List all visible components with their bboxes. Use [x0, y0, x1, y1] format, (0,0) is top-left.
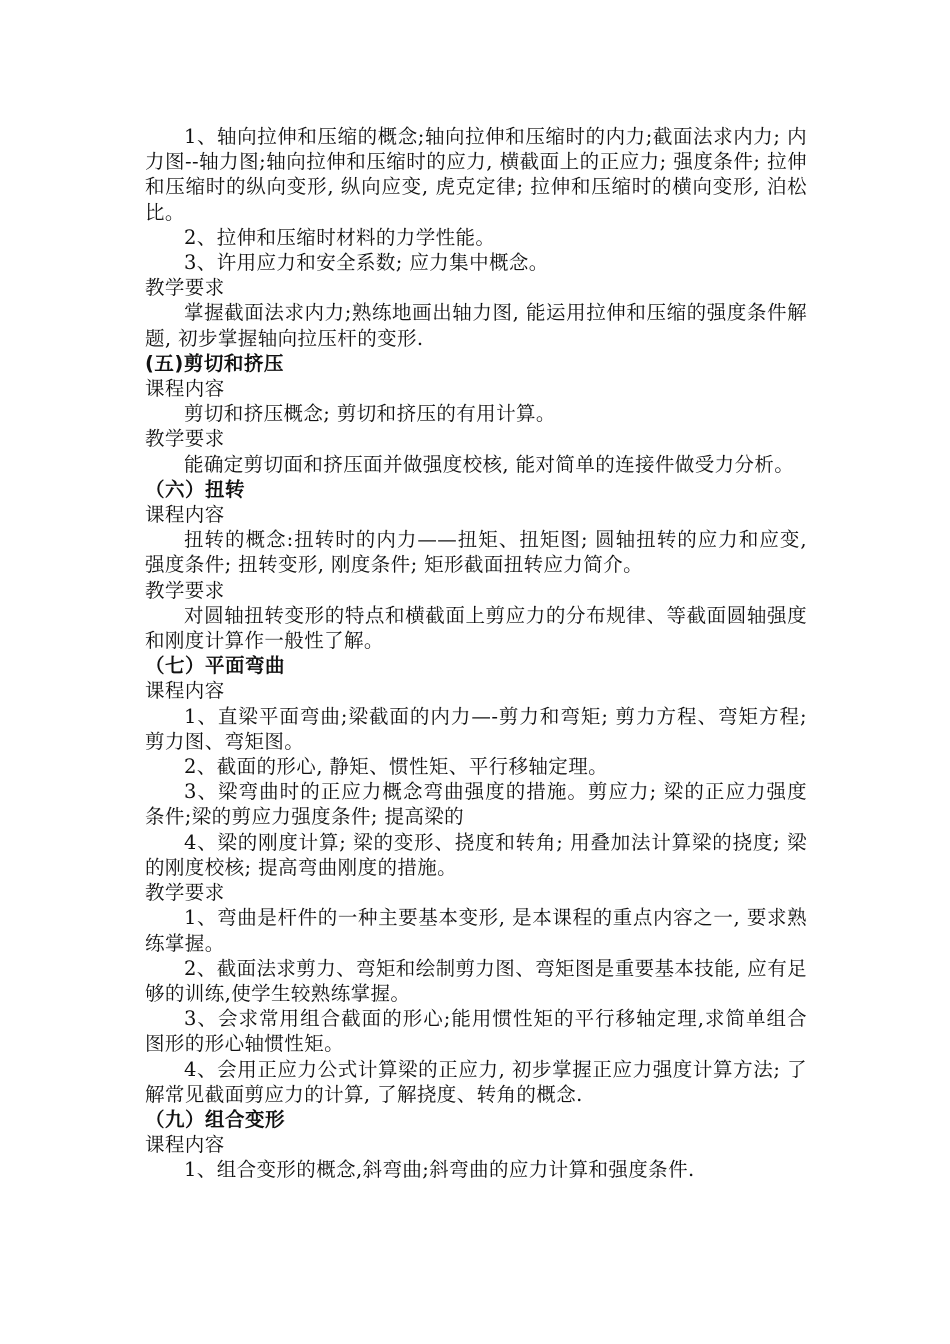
section-label: 课程内容 — [145, 679, 225, 703]
document-page — [145, 124, 807, 1183]
paragraph: 4、梁的刚度计算; 梁的变形、挠度和转角; 用叠加法计算梁的挠度; 梁的刚度校核; 提高弯曲刚度的措施。 — [145, 830, 807, 879]
section-heading: （七）平面弯曲 — [145, 654, 286, 678]
section-label: 教学要求 — [145, 276, 225, 300]
paragraph: 1、弯曲是杆件的一种主要基本变形, 是本课程的重点内容之一, 要求熟练掌握。 — [145, 906, 807, 955]
section-heading: （六）扭转 — [145, 477, 246, 501]
paragraph: 1、直梁平面弯曲;梁截面的内力—-剪力和弯矩; 剪力方程、弯矩方程; 剪力图、弯矩图。 — [145, 704, 807, 753]
paragraph: 2、截面法求剪力、弯矩和绘制剪力图、弯矩图是重要基本技能, 应有足够的训练,使学生较熟练掌握。 — [145, 956, 808, 1005]
paragraph: 3、梁弯曲时的正应力概念弯曲强度的措施。剪应力; 梁的正应力强度条件;梁的剪应力强度条件; 提高梁的 — [145, 780, 807, 829]
paragraph: 4、会用正应力公式计算梁的正应力, 初步掌握正应力强度计算方法; 了解常见截面剪应力的计算, 了解挠度、转角的概念. — [145, 1057, 807, 1106]
section-heading: (五)剪切和挤压 — [145, 351, 284, 375]
paragraph: 1、组合变形的概念,斜弯曲;斜弯曲的应力计算和强度条件. — [184, 1158, 695, 1182]
paragraph: 扭转的概念:扭转时的内力——扭矩、扭矩图; 圆轴扭转的应力和应变, 强度条件; 扭转变形, 刚度条件; 矩形截面扭转应力简介。 — [145, 528, 807, 577]
section-label: 课程内容 — [145, 1133, 225, 1157]
paragraph: 剪切和挤压概念; 剪切和挤压的有用计算。 — [184, 402, 556, 426]
section-label: 教学要求 — [145, 427, 225, 451]
paragraph: 掌握截面法求内力;熟练地画出轴力图, 能运用拉伸和压缩的强度条件解题, 初步掌握轴向拉压杆的变形. — [145, 301, 807, 350]
paragraph: 3、会求常用组合截面的形心;能用惯性矩的平行移轴定理,求简单组合图形的形心轴惯性矩。 — [145, 1007, 807, 1056]
section-label: 课程内容 — [145, 503, 225, 527]
paragraph: 对圆轴扭转变形的特点和横截面上剪应力的分布规律、等截面圆轴强度和刚度计算作一般性了解。 — [145, 603, 807, 653]
section-heading: （九）组合变形 — [145, 1107, 286, 1131]
section-label: 课程内容 — [145, 377, 225, 401]
paragraph: 能确定剪切面和挤压面并做强度校核, 能对简单的连接件做受力分析。 — [184, 452, 795, 476]
section-label: 教学要求 — [145, 881, 225, 905]
paragraph: 3、许用应力和安全系数; 应力集中概念。 — [184, 251, 549, 275]
section-label: 教学要求 — [145, 578, 225, 602]
paragraph: 2、拉伸和压缩时材料的力学性能。 — [184, 225, 496, 249]
paragraph: 1、轴向拉伸和压缩的概念;轴向拉伸和压缩时的内力;截面法求内力; 内力图--轴力图;轴向拉伸和压缩时的应力, 横截面上的正应力; 强度条件; 拉伸和压缩时的纵向变形, 纵向应变, 虎克定律; 拉伸和压缩时的横向变形, 泊松比。 — [145, 125, 807, 224]
paragraph: 2、截面的形心, 静矩、惯性矩、平行移轴定理。 — [184, 755, 609, 779]
